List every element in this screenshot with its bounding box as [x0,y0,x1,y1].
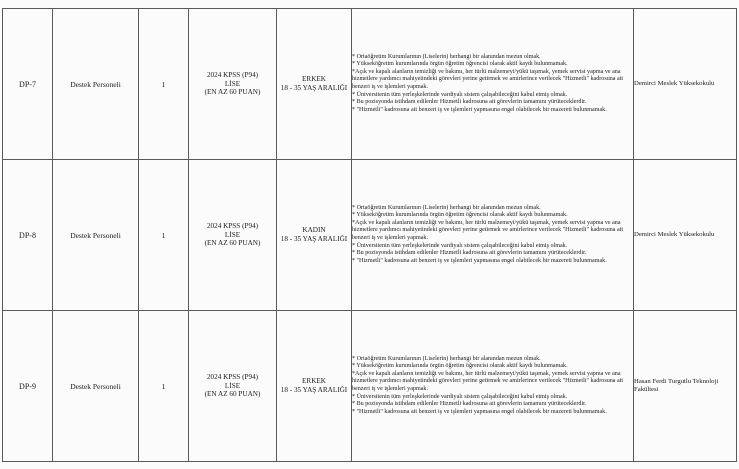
position-title: Destek Personeli [53,311,139,462]
qualifications [352,160,634,311]
qualification-item: * Yükseköğretim kurumlarında örgün öğretim öğrencisi olarak aktif kaydı bulunmamak. [352,363,568,370]
positions-table [2,8,737,462]
education-level: LİSE [224,230,241,239]
gender: ERKEK [302,377,326,386]
gender-age [277,9,352,160]
unit-name: Demirci Meslek Yüksekokulu [634,9,737,160]
age-range: 18 - 35 YAŞ ARALIĞI [280,84,348,92]
minimum-score: (EN AZ 60 PUAN) [204,88,261,97]
position-code: DP-7 [3,9,53,160]
qualification-item: * Ortaöğretim Kurumlarının (Liselerin) herhangi bir alanından mezun olmak. [352,204,541,211]
qualification-item: * Yükseköğretim kurumlarında örgün öğretim öğrencisi olarak aktif kaydı bulunmamak. [352,61,568,68]
gender: KADIN [302,226,326,235]
gender: ERKEK [302,75,326,84]
qualifications [352,9,634,160]
qualification-item: * Üniversitenin tüm yerleşkelerinde vardiyalı sistem çalışabileceğini kabul etmiş olmak. [352,91,568,98]
unit-name: Demirci Meslek Yüksekokulu [634,160,737,311]
minimum-score: (EN AZ 60 PUAN) [204,390,261,399]
education-level: LİSE [224,79,241,88]
position-count: 1 [139,311,189,462]
qualification-item: *Açık ve kapalı alanların temizliği ve bakımı, her türlü malzemeyi/yükü taşımak, yemek servisi yapma ve ana hizmetlere yardımcı mahiyetindeki görevleri yerine getirmek ve amirlerince verilecek "Hizmetli" kadrosuna ait benzeri iş ve işlemleri yapmak. [352,219,624,241]
qualification-item: *Açık ve kapalı alanların temizliği ve bakımı, her türlü malzemeyi/yükü taşımak, yemek servisi yapma ve ana hizmetlere yardımcı mahiyetindeki görevleri yerine getirmek ve amirlerince verilecek "Hizmetli" kadrosuna ait benzeri iş ve işlemleri yapmak. [352,370,624,392]
qualification-item: *Açık ve kapalı alanların temizliği ve bakımı, her türlü malzemeyi/yükü taşımak, yemek servisi yapma ve ana hizmetlere yardımcı mahiyetindeki görevleri yerine getirmek ve amirlerince verilecek "Hizmetli" kadrosuna ait benzeri iş ve işlemleri yapmak. [352,68,624,90]
qualification-item: * Üniversitenin tüm yerleşkelerinde vardiyalı sistem çalışabileceğini kabul etmiş olmak. [352,242,568,249]
education-requirement [189,9,277,160]
qualification-item: * Bu pozisyonda istihdam edilenler Hizmetli kadrosuna ait görevlerin tamamını yürüteceklerdir. [352,99,587,106]
education-requirement [189,311,277,462]
qualification-item: * Yükseköğretim kurumlarında örgün öğretim öğrencisi olarak aktif kaydı bulunmamak. [352,212,568,219]
position-title: Destek Personeli [53,160,139,311]
qualification-item: * "Hizmetli" kadrosuna ait benzeri iş ve işlemleri yapmasına engel olabilecek bir mazereti bulunmamak. [352,408,607,415]
age-range: 18 - 35 YAŞ ARALIĞI [280,386,348,394]
position-code: DP-8 [3,160,53,311]
kpss-line: 2024 KPSS (P94) [206,373,259,382]
qualification-item: * Ortaöğretim Kurumlarının (Liselerin) herhangi bir alanından mezun olmak. [352,53,541,60]
qualification-item: * Üniversitenin tüm yerleşkelerinde vardiyalı sistem çalışabileceğini kabul etmiş olmak. [352,393,568,400]
qualification-item: * Bu pozisyonda istihdam edilenler Hizmetli kadrosuna ait görevlerin tamamını yürüteceklerdir. [352,401,587,408]
table-row [3,9,737,160]
position-count: 1 [139,9,189,160]
position-count: 1 [139,160,189,311]
education-level: LİSE [224,381,241,390]
age-range: 18 - 35 YAŞ ARALIĞI [280,235,348,243]
kpss-line: 2024 KPSS (P94) [206,71,259,80]
minimum-score: (EN AZ 60 PUAN) [204,239,261,248]
qualification-item: * Bu pozisyonda istihdam edilenler Hizmetli kadrosuna ait görevlerin tamamını yürüteceklerdir. [352,250,587,257]
unit-name: Hasan Ferdi Turgutlu Teknoloji Fakültesi [634,311,737,462]
gender-age [277,160,352,311]
table-row [3,311,737,462]
position-title: Destek Personeli [53,9,139,160]
table-row [3,160,737,311]
qualification-item: * Ortaöğretim Kurumlarının (Liselerin) herhangi bir alanından mezun olmak. [352,355,541,362]
kpss-line: 2024 KPSS (P94) [206,222,259,231]
qualification-item: * "Hizmetli" kadrosuna ait benzeri iş ve işlemleri yapmasına engel olabilecek bir mazereti bulunmamak. [352,257,607,264]
qualification-item: * "Hizmetli" kadrosuna ait benzeri iş ve işlemleri yapmasına engel olabilecek bir mazereti bulunmamak. [352,106,607,113]
position-code: DP-9 [3,311,53,462]
qualifications [352,311,634,462]
gender-age [277,311,352,462]
education-requirement [189,160,277,311]
